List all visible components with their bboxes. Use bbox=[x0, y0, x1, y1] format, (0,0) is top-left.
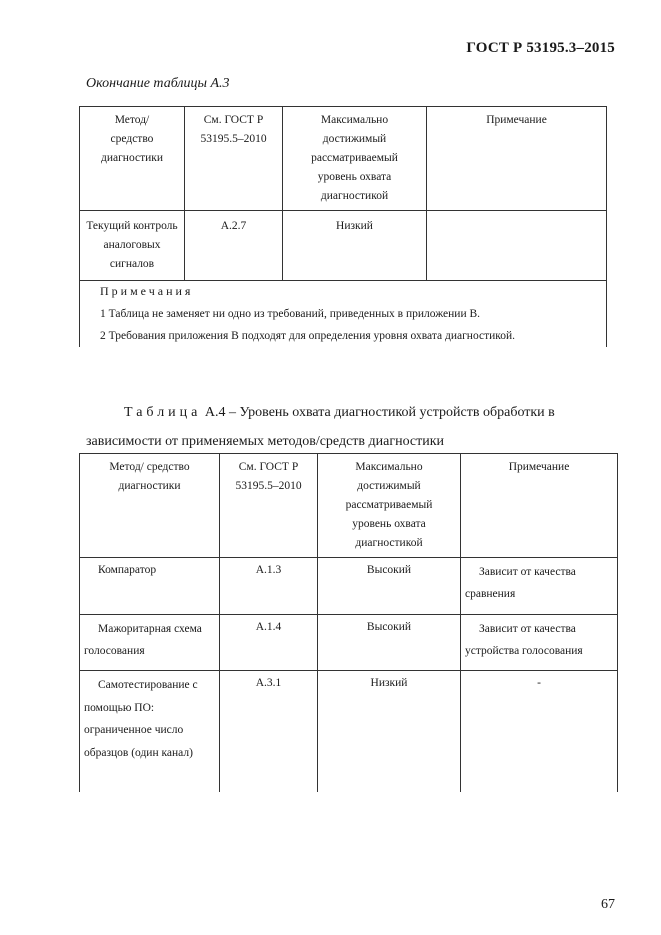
note-item: 1 Таблица не заменяет ни одно из требований, приведенных в приложении В. bbox=[100, 308, 481, 320]
table-a4-cell-note: Зависит от качества сравнения bbox=[461, 558, 618, 615]
table-a4-caption bbox=[86, 398, 616, 456]
table-continuation-title: Окончание таблицы А.3 bbox=[86, 76, 230, 91]
table-a4-cell-method: Самотестирование с помощью ПО: ограниченное число образцов (один канал) bbox=[80, 671, 220, 792]
table-a3-notes bbox=[80, 281, 607, 348]
table-a3-header-row bbox=[80, 107, 607, 211]
table-a4-cell-ref: А.3.1 bbox=[220, 671, 318, 792]
table-a3-col-note: Примечание bbox=[427, 107, 607, 211]
table-a4 bbox=[79, 453, 618, 792]
table-a3-col-ref: См. ГОСТ Р 53195.5–2010 bbox=[185, 107, 283, 211]
table-a4-col-method: Метод/ средство диагностики bbox=[80, 454, 220, 558]
table-a4-caption-label: Таблица bbox=[124, 405, 202, 420]
note-item: 2 Требования приложения В подходят для определения уровня охвата диагностикой. bbox=[100, 330, 516, 342]
document-code: ГОСТ Р 53195.3–2015 bbox=[466, 40, 615, 56]
page-number: 67 bbox=[601, 897, 615, 912]
table-a4-col-level: Максимально достижимый рассматриваемый уровень охвата диагностикой bbox=[318, 454, 461, 558]
table-row bbox=[80, 615, 618, 671]
notes-heading: Примечания bbox=[100, 284, 194, 298]
table-a3-cell-level: Низкий bbox=[283, 211, 427, 281]
table-a3-col-method: Метод/ средство диагностики bbox=[80, 107, 185, 211]
table-a4-col-note: Примечание bbox=[461, 454, 618, 558]
table-a4-cell-level: Высокий bbox=[318, 558, 461, 615]
table-a3-cell-method: Текущий контроль аналоговых сигналов bbox=[80, 211, 185, 281]
table-a3-cell-ref: А.2.7 bbox=[185, 211, 283, 281]
table-a4-cell-level: Высокий bbox=[318, 615, 461, 671]
table-row bbox=[80, 671, 618, 792]
table-row bbox=[80, 211, 607, 281]
table-a4-col-ref: См. ГОСТ Р 53195.5–2010 bbox=[220, 454, 318, 558]
table-a4-cell-ref: А.1.4 bbox=[220, 615, 318, 671]
table-a4-cell-note: Зависит от качества устройства голосования bbox=[461, 615, 618, 671]
table-a4-header-row bbox=[80, 454, 618, 558]
table-a4-cell-method: Компаратор bbox=[80, 558, 220, 615]
table-a4-cell-ref: А.1.3 bbox=[220, 558, 318, 615]
table-a4-cell-note: - bbox=[461, 671, 618, 792]
table-a3-col-level: Максимально достижимый рассматриваемый уровень охвата диагностикой bbox=[283, 107, 427, 211]
table-a4-caption-text: А.4 – Уровень охвата диагностикой устройств обработки в зависимости от применяемых методов/средств диагностики bbox=[86, 405, 555, 449]
table-a3 bbox=[79, 106, 607, 347]
table-a3-cell-note bbox=[427, 211, 607, 281]
table-a4-cell-method: Мажоритарная схема голосования bbox=[80, 615, 220, 671]
table-row bbox=[80, 558, 618, 615]
table-a3-notes-row bbox=[80, 281, 607, 348]
table-a4-cell-level: Низкий bbox=[318, 671, 461, 792]
